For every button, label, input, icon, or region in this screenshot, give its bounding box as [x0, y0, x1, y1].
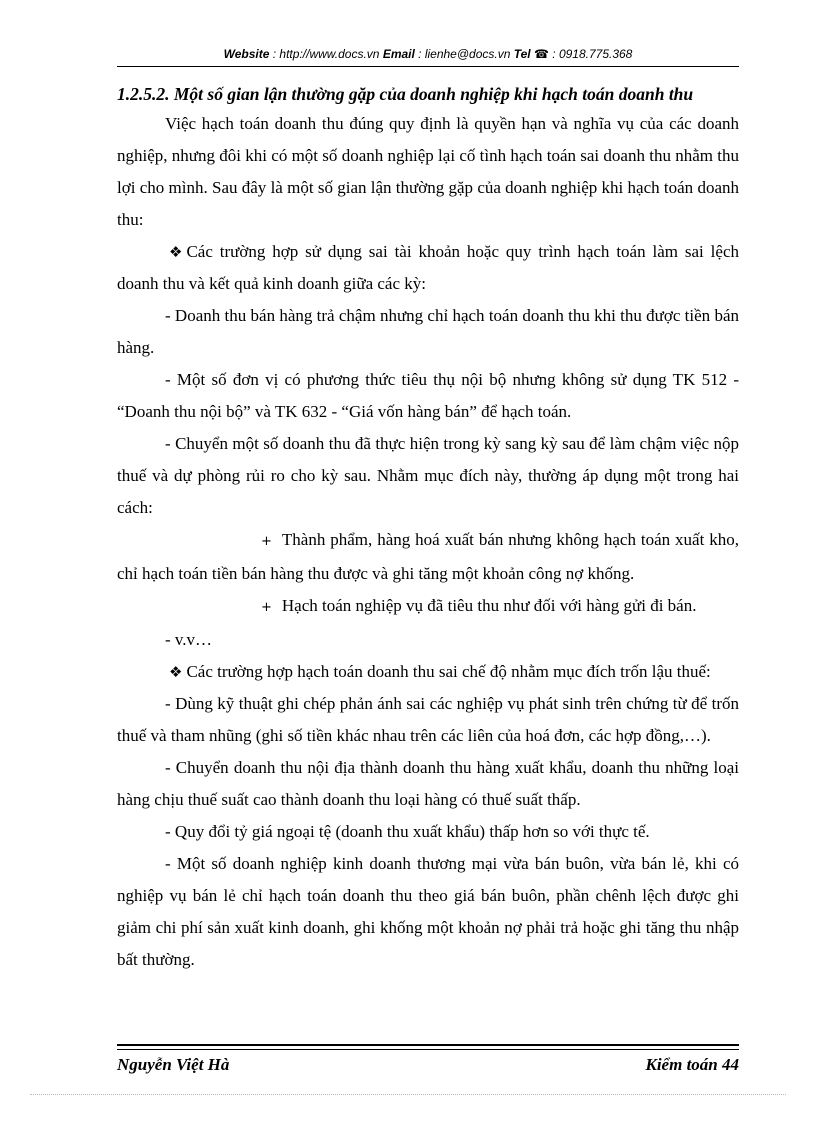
plus-item-1: [117, 524, 739, 590]
footer-divider-thin: [117, 1049, 739, 1050]
plus-bullet-icon: +: [261, 534, 272, 549]
header-divider: [117, 66, 739, 67]
website-value: : http://www.docs.vn: [269, 47, 383, 61]
footer-page-label: Kiểm toán 44: [645, 1055, 739, 1074]
bullet-item-1: [117, 236, 739, 300]
page-header: [117, 47, 739, 61]
dash-item: - Một số doanh nghiệp kinh doanh thương mại vừa bán buôn, vừa bán lẻ, khi có nghiệp vụ bán lẻ chỉ hạch toán doanh thu theo giá bán buôn, phần chênh lệch được ghi giảm chi phí sản xuất kinh doanh, ghi khống một khoản nợ phải trả hoặc ghi tăng thu nhập bất thường.: [117, 854, 739, 969]
website-label: Website: [223, 47, 270, 61]
etc-item: - v.v…: [165, 630, 213, 649]
section-heading: 1.2.5.2. Một số gian lận thường gặp của doanh nghiệp khi hạch toán doanh thu: [117, 84, 694, 104]
page-edge-divider: [30, 1094, 786, 1095]
footer-author: Nguyễn Việt Hà: [117, 1055, 230, 1074]
dash-item: - Chuyển một số doanh thu đã thực hiện trong kỳ sang kỳ sau để làm chậm việc nộp thuế và dự phòng rủi ro cho kỳ sau. Nhằm mục đích này, thường áp dụng một trong hai cách:: [117, 434, 739, 517]
diamond-bullet-icon: ❖: [169, 663, 183, 681]
bullet-item-1-text: Các trường hợp sử dụng sai tài khoản hoặc quy trình hạch toán làm sai lệch doanh thu và kết quả kinh doanh giữa các kỳ:: [117, 242, 739, 293]
tel-label: Tel: [513, 47, 531, 61]
document-body: [117, 108, 739, 976]
bullet-item-2: [117, 656, 739, 688]
dash-item: - Doanh thu bán hàng trả chậm nhưng chỉ hạch toán doanh thu khi thu được tiền bán hàng.: [117, 306, 739, 357]
dash-item: - Dùng kỹ thuật ghi chép phản ánh sai các nghiệp vụ phát sinh trên chứng từ để trốn thuế và tham nhũng (ghi số tiền khác nhau trên các liên của hoá đơn, các hợp đồng,…).: [117, 694, 739, 745]
plus-item-2: [117, 590, 739, 624]
dash-item: - Một số đơn vị có phương thức tiêu thụ nội bộ nhưng không sử dụng TK 512 - “Doanh thu nội bộ” và TK 632 - “Giá vốn hàng bán” để hạch toán.: [117, 370, 739, 421]
tel-value: : 0918.775.368: [548, 47, 633, 61]
plus-item-2-text: Hạch toán nghiệp vụ đã tiêu thu như đối với hàng gửi đi bán.: [281, 596, 697, 615]
bullet-item-2-text: Các trường hợp hạch toán doanh thu sai chế độ nhằm mục đích trốn lậu thuế:: [186, 662, 711, 681]
footer-divider: [117, 1044, 739, 1046]
email-value: : lienhe@docs.vn: [414, 47, 514, 61]
paragraph-intro: Việc hạch toán doanh thu đúng quy định là quyền hạn và nghĩa vụ của các doanh nghiệp, nhưng đôi khi có một số doanh nghiệp lại cố tình hạch toán sai doanh thu nhằm thu lợi cho mình. Sau đây là một số gian lận thường gặp của doanh nghiệp khi hạch toán doanh thu:: [117, 114, 739, 229]
dash-item: - Quy đổi tỷ giá ngoại tệ (doanh thu xuất khẩu) thấp hơn so với thực tế.: [165, 822, 650, 841]
dash-item: - Chuyển doanh thu nội địa thành doanh thu hàng xuất khẩu, doanh thu những loại hàng chịu thuế suất cao thành doanh thu loại hàng có thuế suất thấp.: [117, 758, 739, 809]
diamond-bullet-icon: ❖: [169, 243, 183, 261]
plus-bullet-icon: +: [261, 600, 272, 615]
email-label: Email: [382, 47, 415, 61]
phone-icon: ☎: [533, 47, 549, 61]
plus-item-1-text: Thành phẩm, hàng hoá xuất bán nhưng không hạch toán xuất kho, chỉ hạch toán tiền bán hàng thu được và ghi tăng một khoản công nợ khống.: [117, 530, 739, 583]
